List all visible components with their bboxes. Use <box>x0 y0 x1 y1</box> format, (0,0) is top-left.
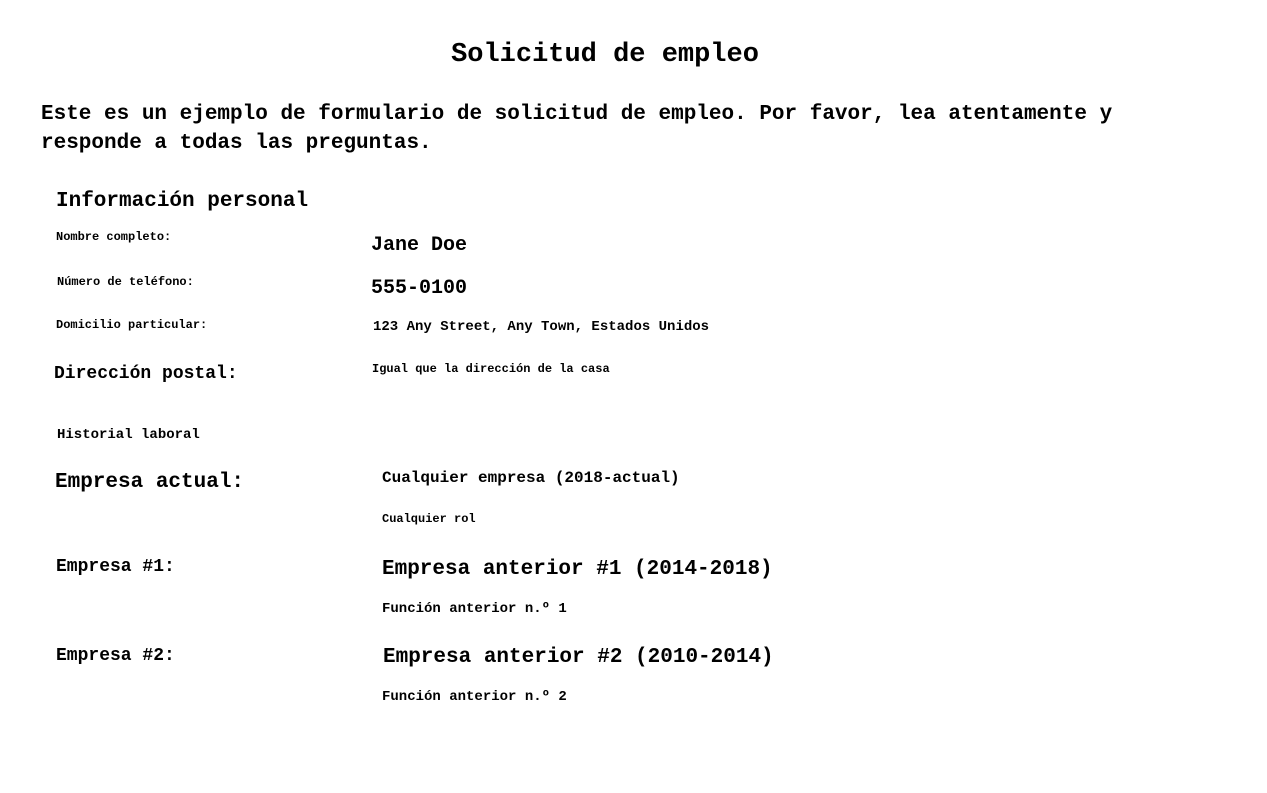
employer2-company: Empresa anterior #2 (2010-2014) <box>383 646 774 669</box>
document-title: Solicitud de empleo <box>451 40 759 70</box>
postal-address-label: Dirección postal: <box>54 364 238 384</box>
home-address-label: Domicilio particular: <box>56 318 208 332</box>
work-history-heading: Historial laboral <box>57 427 200 443</box>
current-employer-role: Cualquier rol <box>382 512 476 526</box>
employer2-role: Función anterior n.º 2 <box>382 689 567 705</box>
personal-info-heading: Información personal <box>56 190 309 213</box>
postal-address-value: Igual que la dirección de la casa <box>372 362 610 376</box>
employer1-label: Empresa #1: <box>56 557 175 577</box>
current-employer-company: Cualquier empresa (2018-actual) <box>382 469 680 487</box>
employer1-role: Función anterior n.º 1 <box>382 601 567 617</box>
home-address-value: 123 Any Street, Any Town, Estados Unidos <box>373 319 710 335</box>
current-employer-label: Empresa actual: <box>55 471 245 494</box>
intro-paragraph: Este es un ejemplo de formulario de solicitud de empleo. Por favor, lea atentamente y responde a todas las preguntas. <box>41 103 1113 155</box>
phone-value: 555-0100 <box>371 277 468 300</box>
full-name-value: Jane Doe <box>371 234 468 257</box>
full-name-label: Nombre completo: <box>56 230 172 244</box>
employer1-company: Empresa anterior #1 (2014-2018) <box>382 558 773 581</box>
phone-label: Número de teléfono: <box>57 275 194 289</box>
employer2-label: Empresa #2: <box>56 646 175 666</box>
